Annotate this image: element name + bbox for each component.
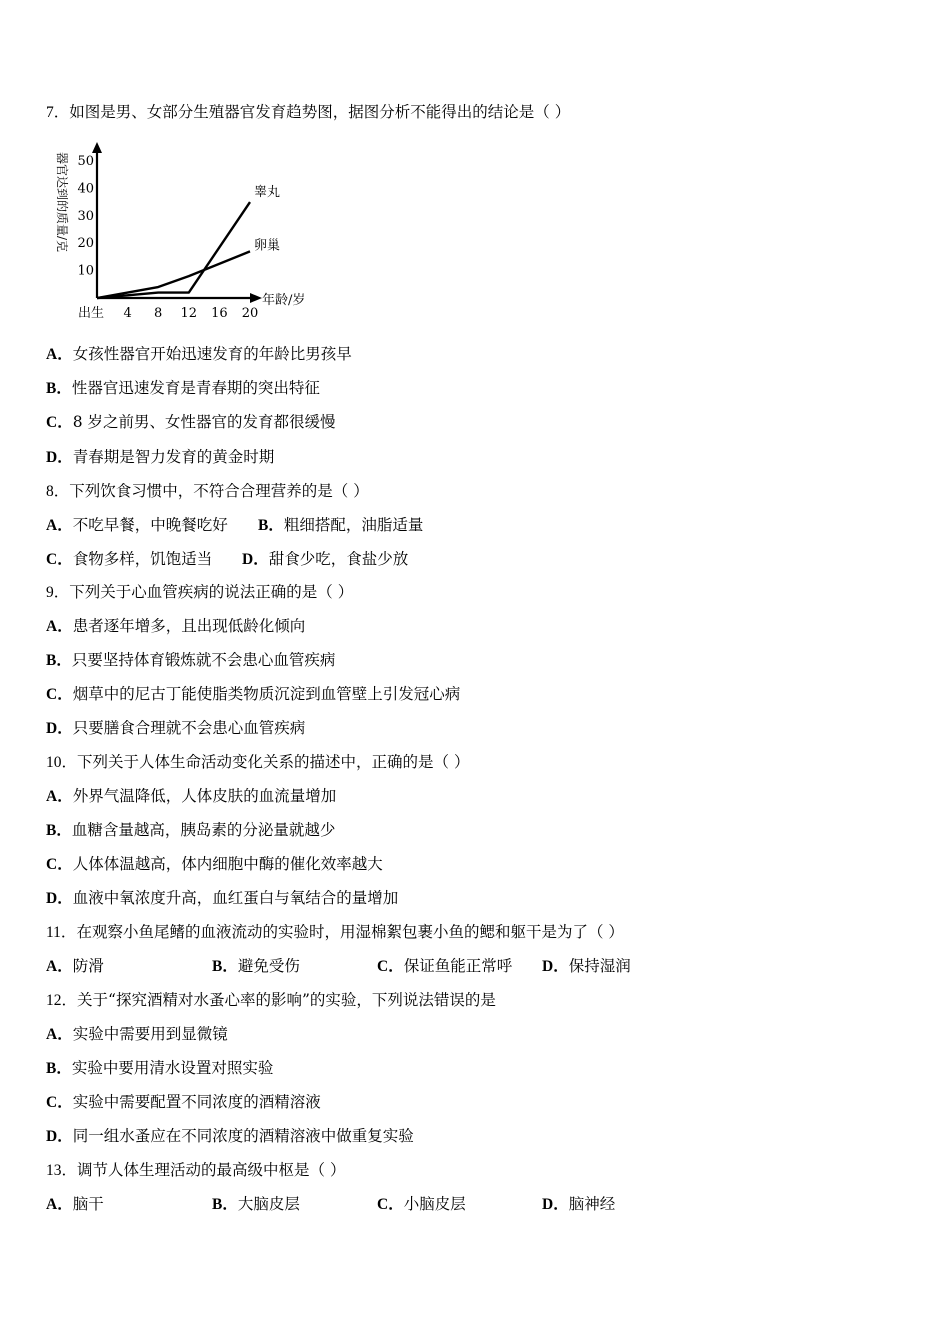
option-letter: C． [377,1196,404,1213]
x-tick-label: 16 [211,306,228,321]
question-number: 10． [46,754,78,771]
option-letter: B． [46,652,72,669]
option-text: 只要坚持体育锻炼就不会患心血管疾病 [71,651,336,669]
y-tick-labels [77,154,94,279]
y-axis-label: 器官达到的质量/克 [55,152,69,253]
option-text: 保证鱼能正常呼 [403,957,513,975]
option-text: 避免受伤 [237,957,300,975]
option-text: 脑干 [72,1195,104,1213]
option-letter: C． [46,551,73,568]
series-label: 睾丸 [254,185,281,201]
option-letter: B． [46,822,72,839]
option-letter: A． [46,958,73,975]
q7-option-a[interactable] [46,344,352,365]
series-line-ovary [97,251,250,298]
y-tick-label: 30 [77,208,94,224]
option-letter: D． [242,551,269,568]
option-text: 甜食少吃，食盐少放 [268,550,409,568]
option-text: 女孩性器官开始迅速发育的年龄比男孩早 [72,345,352,363]
y-tick-label: 50 [77,154,94,169]
option-text: 保持湿润 [568,957,631,975]
option-text: 实验中要用清水设置对照实验 [71,1059,274,1077]
option-text: 8 岁之前男、女性器官的发育都很缓慢 [72,413,336,431]
q13-option-d[interactable] [542,1194,615,1215]
option-letter: C． [377,958,404,975]
q13-option-b[interactable] [212,1194,300,1215]
q12-option-b[interactable] [46,1058,273,1079]
q12-option-c[interactable] [46,1092,321,1113]
option-text: 大脑皮层 [237,1195,300,1213]
question-text: 如图是男、女部分生殖器官发育趋势图，据图分析不能得出的结论是（ ） [69,103,571,121]
question-number: 12． [46,992,78,1009]
option-letter: D． [542,1196,569,1213]
question-text: 在观察小鱼尾鳍的血液流动的实验时，用湿棉絮包裹小鱼的鳃和躯干是为了（ ） [76,923,624,941]
option-letter: B． [212,958,238,975]
question-number: 11． [46,924,77,941]
option-text: 同一组水蚤应在不同浓度的酒精溶液中做重复实验 [72,1127,414,1145]
option-text: 烟草中的尼古丁能使脂类物质沉淀到血管壁上引发冠心病 [72,685,461,703]
q8-option-a[interactable] [46,515,228,536]
option-letter: C． [46,686,73,703]
option-letter: C． [46,856,73,873]
option-text: 青春期是智力发育的黄金时期 [72,448,275,466]
option-letter: B． [46,380,72,397]
x-tick-label: 出生 [77,306,105,321]
q12-option-a[interactable] [46,1024,228,1045]
x-axis-label: 年龄/岁 [262,293,306,308]
q9-option-c[interactable] [46,684,460,705]
option-text: 血糖含量越高，胰岛素的分泌量就越少 [71,821,336,839]
question-11-stem [46,922,624,943]
question-8-stem [46,481,369,502]
q8-option-d[interactable] [242,549,408,570]
option-letter: A． [46,618,73,635]
option-text: 不吃早餐，中晚餐吃好 [72,516,228,534]
q11-option-c[interactable] [377,956,512,977]
q13-option-c[interactable] [377,1194,466,1215]
option-text: 外界气温降低，人体皮肤的血流量增加 [72,787,337,805]
y-tick-label: 40 [77,181,94,197]
option-letter: D． [46,449,73,466]
option-letter: A． [46,788,73,805]
q10-option-d[interactable] [46,888,398,909]
option-letter: D． [542,958,569,975]
x-tick-label: 20 [241,306,259,321]
series-line-testis [97,202,250,298]
question-text: 调节人体生理活动的最高级中枢是（ ） [77,1161,346,1179]
q9-option-a[interactable] [46,616,305,637]
q10-option-b[interactable] [46,820,335,841]
q10-option-c[interactable] [46,854,383,875]
option-text: 小脑皮层 [403,1195,466,1213]
option-letter: B． [212,1196,238,1213]
x-tick-label: 4 [123,306,132,321]
option-letter: A． [46,346,73,363]
question-number: 9． [46,584,70,601]
chart-series [97,184,280,298]
option-text: 血液中氧浓度升高，血红蛋白与氧结合的量增加 [72,889,399,907]
option-letter: D． [46,720,73,737]
option-letter: A． [46,1026,73,1043]
question-9-stem [46,582,353,603]
option-text: 防滑 [72,957,104,975]
x-axis-arrow [250,293,262,303]
q7-option-c[interactable] [46,412,336,433]
series-label: 卵巢 [254,238,281,254]
q11-option-d[interactable] [542,956,631,977]
x-tick-label: 12 [180,306,198,321]
question-text: 下列关于心血管疾病的说法正确的是（ ） [69,583,354,601]
question-text: 关于“探究酒精对水蚤心率的影响”的实验，下列说法错误的是 [77,991,496,1009]
option-text: 只要膳食合理就不会患心血管疾病 [72,719,306,737]
option-letter: A． [46,517,73,534]
question-10-stem [46,752,469,773]
option-letter: C． [46,414,73,431]
option-letter: D． [46,1128,73,1145]
q8-option-c[interactable] [46,549,212,570]
y-tick-label: 10 [77,263,94,279]
question-number: 8． [46,483,70,500]
option-letter: A． [46,1196,73,1213]
q11-option-a[interactable] [46,956,104,977]
question-13-stem [46,1160,345,1181]
option-text: 实验中需要配置不同浓度的酒精溶液 [72,1093,321,1111]
q10-option-a[interactable] [46,786,336,807]
x-tick-label: 8 [154,306,163,321]
q13-option-a[interactable] [46,1194,104,1215]
question-12-stem [46,990,496,1011]
q7-option-b[interactable] [46,378,320,399]
option-text: 粗细搭配，油脂适量 [283,516,424,534]
option-letter: B． [258,517,284,534]
option-letter: C． [46,1094,73,1111]
y-tick-label: 20 [77,236,94,252]
organ-development-chart [40,140,320,325]
q11-option-b[interactable] [212,956,300,977]
q9-option-b[interactable] [46,650,335,671]
option-text: 脑神经 [568,1195,616,1213]
option-letter: B． [46,1060,72,1077]
question-text: 下列饮食习惯中，不符合合理营养的是（ ） [69,482,369,500]
question-number: 7． [46,104,70,121]
y-axis-arrow [92,142,102,153]
option-letter: D． [46,890,73,907]
question-text: 下列关于人体生命活动变化关系的描述中，正确的是（ ） [77,753,470,771]
option-text: 患者逐年增多，且出现低龄化倾向 [72,617,306,635]
q7-option-d[interactable] [46,447,274,468]
x-tick-labels [78,305,258,321]
q9-option-d[interactable] [46,718,305,739]
option-text: 性器官迅速发育是青春期的突出特征 [71,379,320,397]
question-number: 13． [46,1162,78,1179]
q12-option-d[interactable] [46,1126,414,1147]
q8-option-b[interactable] [258,515,423,536]
question-7-stem [46,102,570,123]
option-text: 食物多样，饥饱适当 [72,550,213,568]
option-text: 人体体温越高，体内细胞中酶的催化效率越大 [72,855,383,873]
option-text: 实验中需要用到显微镜 [72,1025,228,1043]
